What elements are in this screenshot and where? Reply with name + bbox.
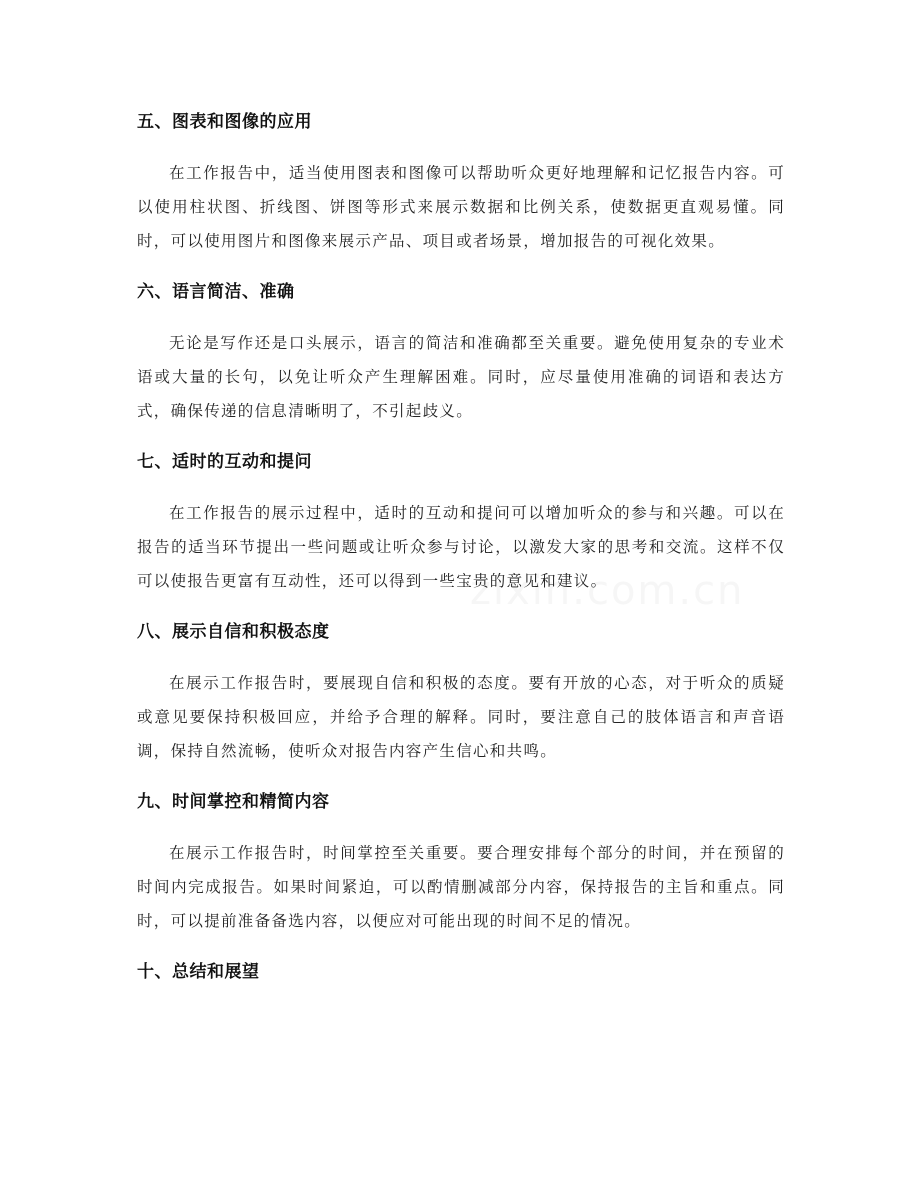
section-heading: 八、展示自信和积极态度	[137, 622, 330, 642]
section-heading: 十、总结和展望	[137, 962, 260, 982]
section-5	[137, 108, 785, 258]
section-paragraph: 在工作报告中，适当使用图表和图像可以帮助听众更好地理解和记忆报告内容。可以使用柱状图、折线图、饼图等形式来展示数据和比例关系，使数据更直观易懂。同时，可以使用图片和图像来展示产品、项目或者场景，增加报告的可视化效果。	[137, 164, 785, 250]
section-paragraph: 在工作报告的展示过程中，适时的互动和提问可以增加听众的参与和兴趣。可以在报告的适当环节提出一些问题或让听众参与讨论，以激发大家的思考和交流。这样不仅可以使报告更富有互动性，还可以得到一些宝贵的意见和建议。	[137, 504, 785, 590]
section-heading: 七、适时的互动和提问	[137, 452, 312, 472]
section-paragraph: 无论是写作还是口头展示，语言的简洁和准确都至关重要。避免使用复杂的专业术语或大量的长句，以免让听众产生理解困难。同时，应尽量使用准确的词语和表达方式，确保传递的信息清晰明了，不引起歧义。	[137, 334, 785, 420]
section-heading: 五、图表和图像的应用	[137, 112, 312, 132]
section-8	[137, 618, 785, 768]
document-content	[137, 108, 785, 1006]
section-6	[137, 278, 785, 428]
section-9	[137, 788, 785, 938]
section-heading: 九、时间掌控和精简内容	[137, 792, 330, 812]
section-7	[137, 448, 785, 598]
section-paragraph: 在展示工作报告时，时间掌控至关重要。要合理安排每个部分的时间，并在预留的时间内完成报告。如果时间紧迫，可以酌情删减部分内容，保持报告的主旨和重点。同时，可以提前准备备选内容，以便应对可能出现的时间不足的情况。	[137, 844, 785, 930]
section-heading: 六、语言简洁、准确	[137, 282, 295, 302]
watermark: zixin.com.cn	[470, 568, 745, 614]
section-paragraph: 在展示工作报告时，要展现自信和积极的态度。要有开放的心态，对于听众的质疑或意见要保持积极回应，并给予合理的解释。同时，要注意自己的肢体语言和声音语调，保持自然流畅，使听众对报告内容产生信心和共鸣。	[137, 674, 785, 760]
section-10	[137, 958, 785, 986]
